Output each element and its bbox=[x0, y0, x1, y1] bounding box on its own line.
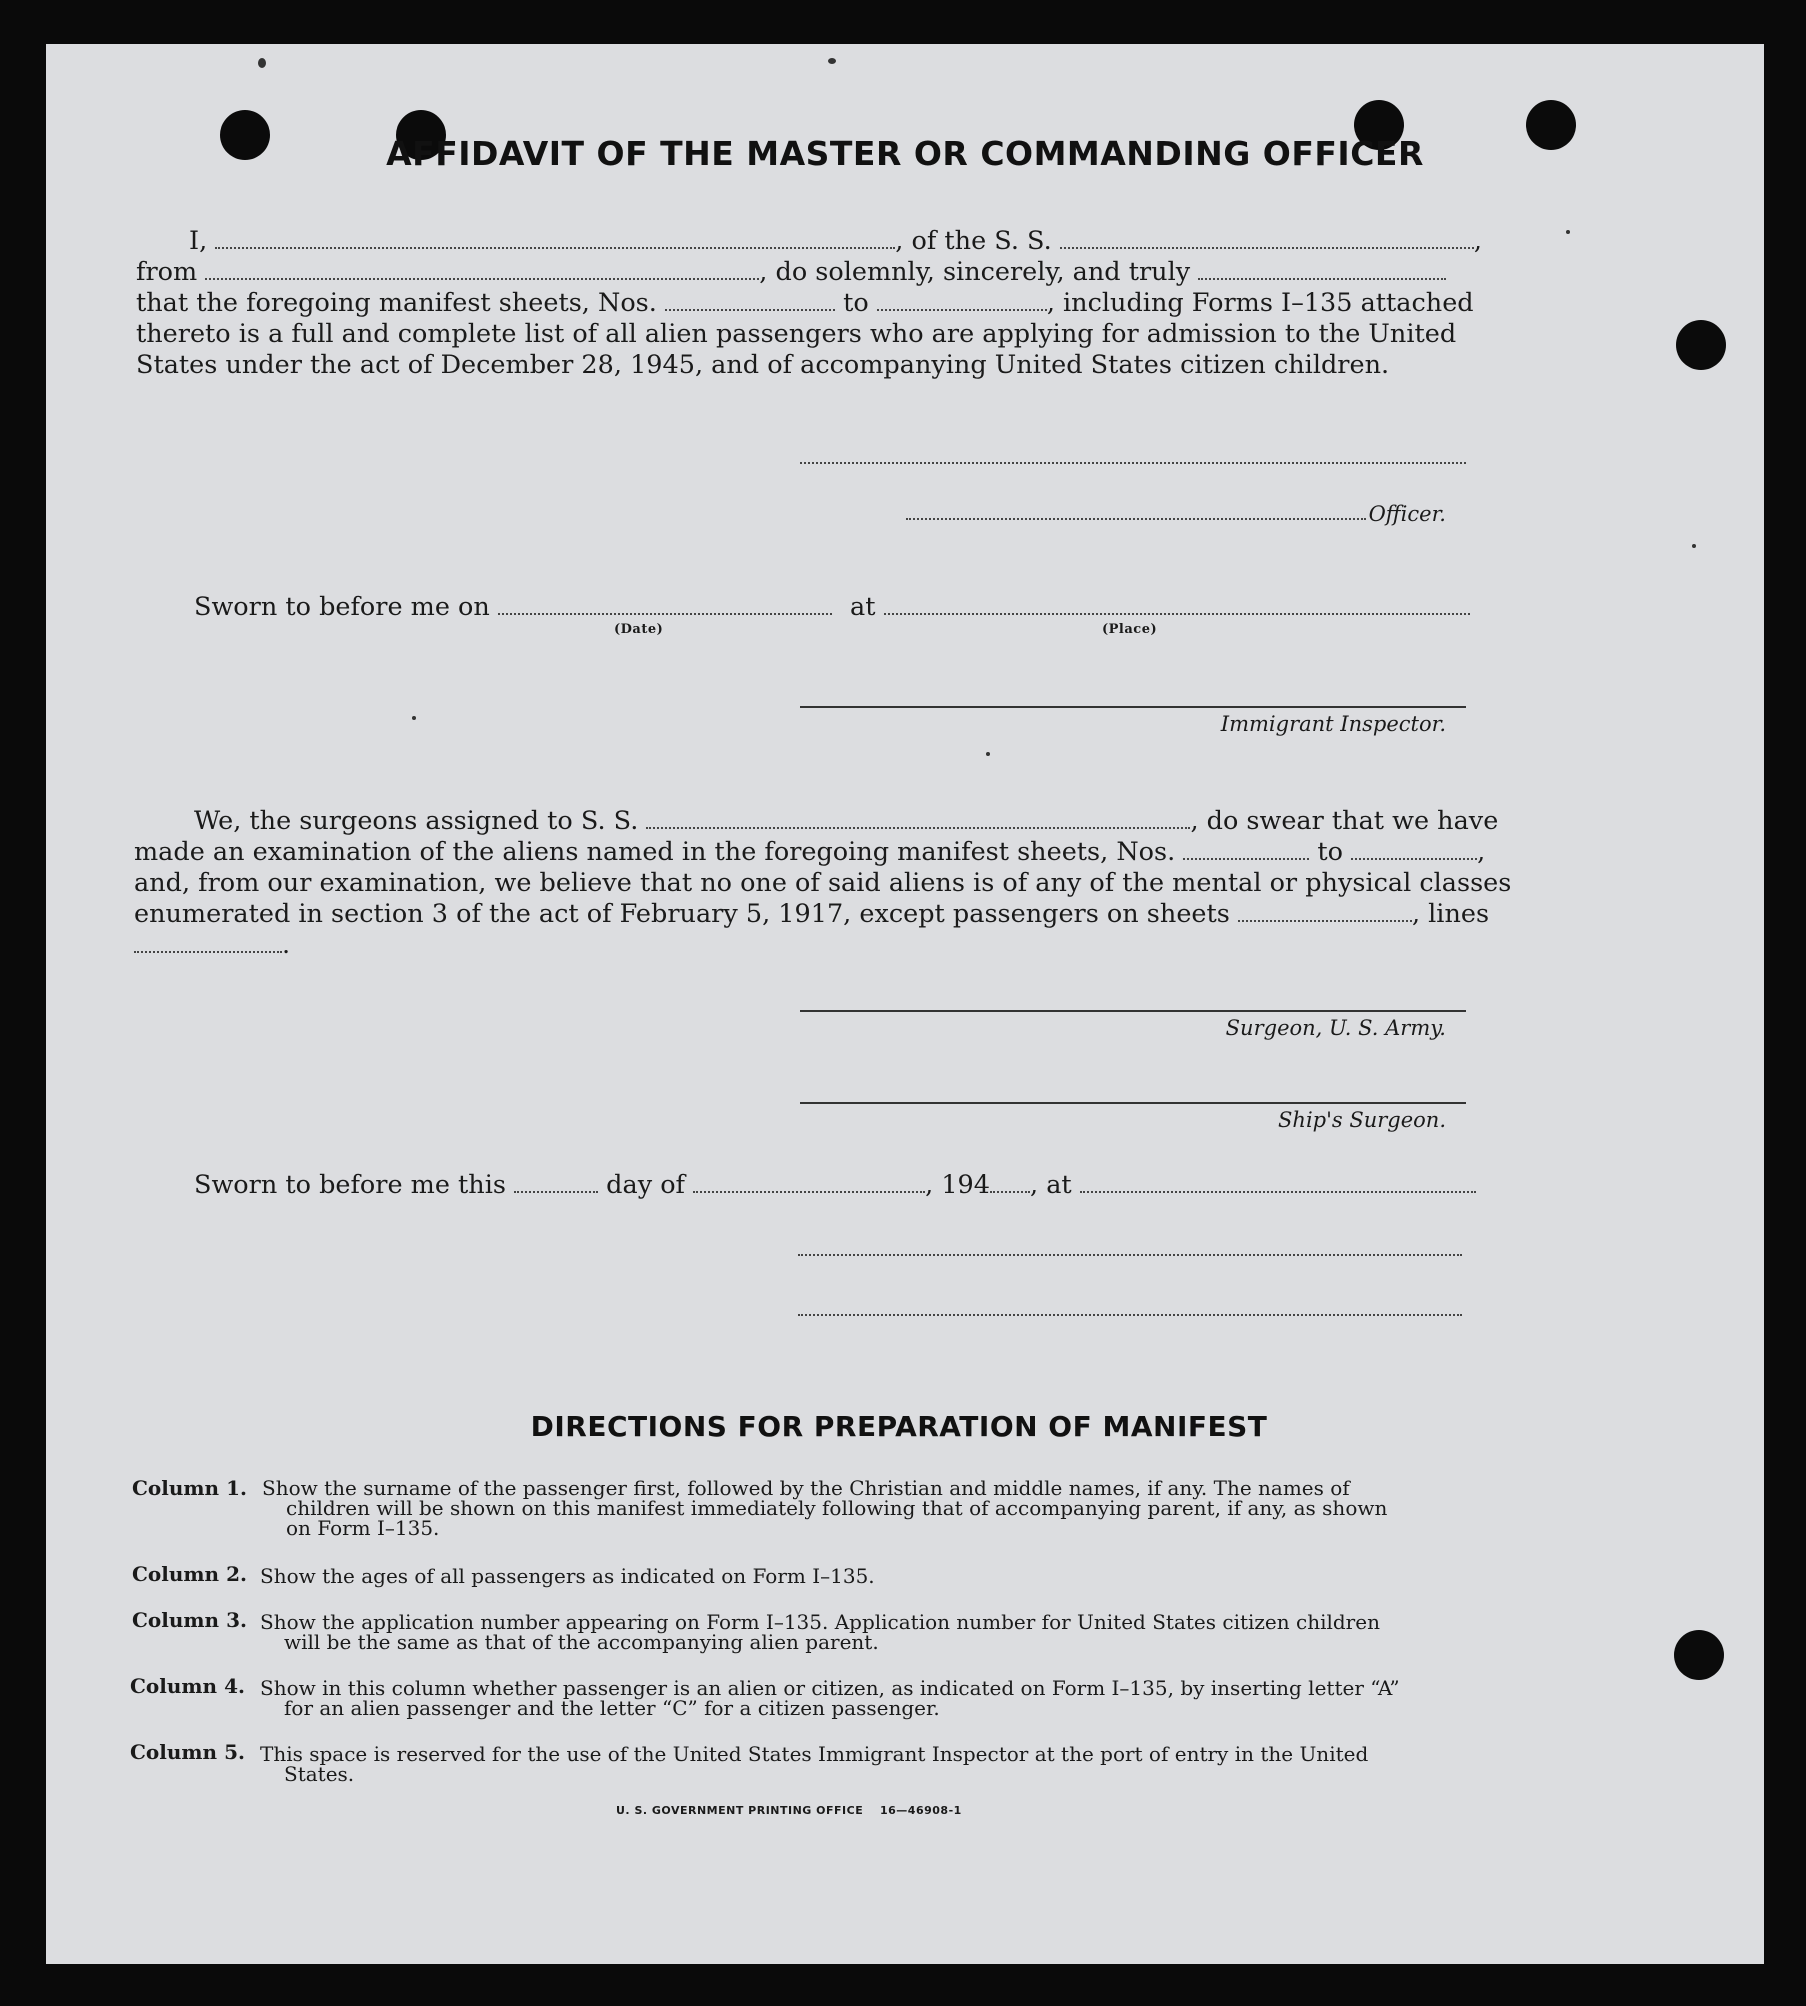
affidavit-line-5: States under the act of December 28, 1945, and of accompanying United States citizen children. bbox=[136, 350, 1390, 380]
sworn-line-1 bbox=[194, 592, 1470, 622]
master-name-field[interactable] bbox=[215, 227, 895, 249]
surgeons-text: to bbox=[1317, 837, 1344, 867]
surgeons-text: made an examination of the aliens named in the foregoing manifest sheets, Nos. bbox=[134, 837, 1176, 867]
affidavit-text: , do solemnly, sincerely, and truly bbox=[759, 257, 1191, 287]
speck bbox=[986, 752, 990, 756]
surgeons-text: , bbox=[1477, 837, 1486, 867]
except-sheets-field[interactable] bbox=[1238, 900, 1412, 922]
sworn2-text: , at bbox=[1030, 1170, 1072, 1200]
army-surgeon-signature-line[interactable] bbox=[800, 1010, 1466, 1012]
surgeons-text: We, the surgeons assigned to S. S. bbox=[194, 806, 639, 836]
surgeons-line-1 bbox=[194, 806, 1498, 836]
affidavit-line-1 bbox=[189, 226, 1482, 256]
surgeons-line-2 bbox=[134, 837, 1485, 867]
affidavit-text: to bbox=[843, 288, 869, 318]
column-3-text bbox=[260, 1612, 1380, 1652]
column-4-line-2: for an alien passenger and the letter “C” for a citizen passenger. bbox=[284, 1696, 940, 1720]
column-1-line-1: Show the surname of the passenger first, followed by the Christian and middle names, if any. The names of bbox=[262, 1476, 1350, 1500]
ship-surgeon-caption: Ship's Surgeon. bbox=[1278, 1108, 1446, 1132]
officer-signature-line-1[interactable] bbox=[800, 462, 1466, 464]
column-5-text bbox=[260, 1744, 1368, 1784]
affidavit-line-2 bbox=[136, 257, 1446, 287]
punch-hole bbox=[1676, 320, 1726, 370]
army-surgeon-caption: Surgeon, U. S. Army. bbox=[1225, 1016, 1446, 1040]
inspector-signature-line-3[interactable] bbox=[798, 1314, 1462, 1316]
surgeons-text: , do swear that we have bbox=[1190, 806, 1499, 836]
affidavit-text: , of the S. S. bbox=[895, 226, 1052, 256]
sworn-month-field[interactable] bbox=[693, 1171, 925, 1193]
column-5-line-1: This space is reserved for the use of the United States Immigrant Inspector at the port of entry in the United bbox=[260, 1742, 1369, 1766]
directions-title: DIRECTIONS FOR PREPARATION OF MANIFEST bbox=[530, 1410, 1268, 1443]
sworn-day-field[interactable] bbox=[514, 1171, 598, 1193]
column-3-line-1: Show the application number appearing on Form I–135. Application number for United States citizen children bbox=[260, 1610, 1380, 1634]
sheets-from-field[interactable] bbox=[665, 289, 835, 311]
sworn-text: at bbox=[850, 592, 876, 622]
sheets-to-field[interactable] bbox=[877, 289, 1047, 311]
sworn-line-2 bbox=[194, 1170, 1476, 1200]
sworn2-text: , 194 bbox=[925, 1170, 991, 1200]
place-label: (Place) bbox=[1102, 622, 1158, 637]
date-label: (Date) bbox=[614, 622, 664, 637]
inspector-caption: Immigrant Inspector. bbox=[1220, 712, 1446, 736]
surgeons-line-5 bbox=[134, 930, 290, 960]
form-page bbox=[46, 44, 1764, 1964]
speck bbox=[258, 58, 266, 68]
printing-office: U. S. GOVERNMENT PRINTING OFFICE bbox=[616, 1804, 864, 1817]
speck bbox=[1692, 544, 1696, 548]
affidavit-line-4: thereto is a full and complete list of all alien passengers who are applying for admission to the United bbox=[136, 319, 1457, 349]
exam-sheets-from-field[interactable] bbox=[1183, 838, 1309, 860]
oath-verb-field[interactable] bbox=[1198, 258, 1446, 280]
surgeons-line-4 bbox=[134, 899, 1489, 929]
column-4-text bbox=[260, 1678, 1400, 1718]
surgeons-ship-field[interactable] bbox=[646, 807, 1190, 829]
except-lines-field[interactable] bbox=[134, 931, 282, 953]
page-title: AFFIDAVIT OF THE MASTER OR COMMANDING OFFICER bbox=[386, 134, 1424, 173]
column-3-label: Column 3. bbox=[132, 1608, 247, 1632]
affidavit-text: , including Forms I–135 attached bbox=[1046, 288, 1474, 318]
punch-hole bbox=[1674, 1630, 1724, 1680]
column-1-line-2: children will be shown on this manifest immediately following that of accompanying parent, if any, as shown bbox=[286, 1496, 1388, 1520]
speck bbox=[828, 58, 836, 64]
sworn-text: Sworn to before me on bbox=[194, 592, 490, 622]
sworn-place2-field[interactable] bbox=[1080, 1171, 1476, 1193]
speck bbox=[1566, 230, 1570, 234]
surgeons-text: , lines bbox=[1411, 899, 1490, 929]
affidavit-text: I, bbox=[189, 226, 208, 256]
column-1-label: Column 1. bbox=[132, 1476, 247, 1500]
officer-caption: Officer. bbox=[1368, 502, 1446, 526]
column-1-line-3: on Form I–135. bbox=[286, 1516, 440, 1540]
sworn2-text: day of bbox=[606, 1170, 686, 1200]
exam-sheets-to-field[interactable] bbox=[1351, 838, 1477, 860]
column-3-line-2: will be the same as that of the accompanying alien parent. bbox=[284, 1630, 879, 1654]
sworn-place-field[interactable] bbox=[884, 593, 1470, 615]
surgeons-line-3: and, from our examination, we believe that no one of said aliens is of any of the mental or physical classes bbox=[134, 868, 1512, 898]
ship-name-field[interactable] bbox=[1060, 227, 1474, 249]
column-1-text bbox=[262, 1478, 1387, 1538]
column-2-label: Column 2. bbox=[132, 1562, 247, 1586]
column-2-text bbox=[260, 1566, 875, 1586]
affidavit-line-3 bbox=[136, 288, 1474, 318]
affidavit-text: , bbox=[1473, 226, 1482, 256]
sworn-date-field[interactable] bbox=[498, 593, 832, 615]
speck bbox=[412, 716, 416, 720]
surgeons-text: . bbox=[282, 930, 291, 960]
column-2-line-1: Show the ages of all passengers as indicated on Form I–135. bbox=[260, 1564, 875, 1588]
affidavit-text: that the foregoing manifest sheets, Nos. bbox=[136, 288, 657, 318]
column-4-label: Column 4. bbox=[130, 1674, 245, 1698]
column-5-label: Column 5. bbox=[130, 1740, 245, 1764]
inspector-signature-line-2[interactable] bbox=[798, 1254, 1462, 1256]
surgeons-text: enumerated in section 3 of the act of February 5, 1917, except passengers on sheets bbox=[134, 899, 1230, 929]
affidavit-text: from bbox=[136, 257, 198, 287]
inspector-signature-line[interactable] bbox=[800, 706, 1466, 708]
ship-surgeon-signature-line[interactable] bbox=[800, 1102, 1466, 1104]
column-4-line-1: Show in this column whether passenger is an alien or citizen, as indicated on Form I–135, by inserting letter “A” bbox=[260, 1676, 1400, 1700]
origin-port-field[interactable] bbox=[205, 258, 759, 280]
column-5-line-2: States. bbox=[284, 1762, 355, 1786]
sworn2-text: Sworn to before me this bbox=[194, 1170, 506, 1200]
form-code: 16—46908-1 bbox=[880, 1804, 962, 1817]
sworn-year-field[interactable] bbox=[990, 1171, 1030, 1193]
